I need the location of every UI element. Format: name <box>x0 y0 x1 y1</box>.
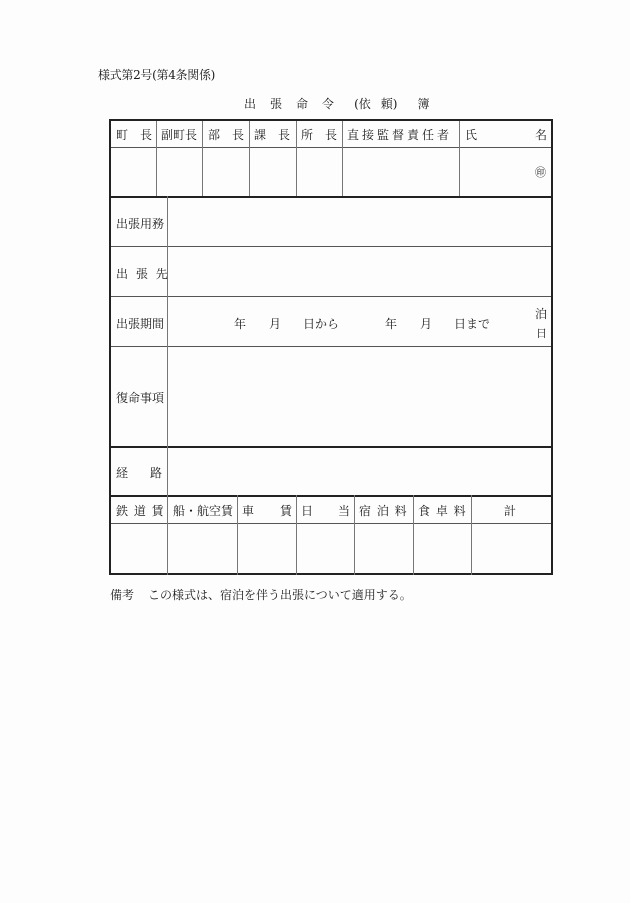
destination-field[interactable] <box>168 247 551 296</box>
business-trip-form-table <box>109 119 553 575</box>
report-items-field[interactable] <box>168 347 551 446</box>
label-destination: 出 張 先 <box>116 267 170 281</box>
header-direct-supervisor: 直接監督責任者 <box>347 128 453 142</box>
header-meal-fee: 食 卓 料 <box>418 504 467 518</box>
header-rail-fare: 鉄 道 賃 <box>116 504 165 518</box>
signature-direct-supervisor[interactable] <box>343 148 459 196</box>
rail-fare-field[interactable] <box>111 524 167 573</box>
divider <box>111 495 551 497</box>
to-month: 月 <box>420 317 433 331</box>
label-route: 経 路 <box>116 466 162 480</box>
signature-office-head[interactable] <box>297 148 342 196</box>
label-trip-period: 出張期間 <box>116 317 165 331</box>
divider <box>111 246 167 247</box>
nights-label: 泊 <box>535 307 548 321</box>
route-field[interactable] <box>168 448 551 495</box>
to-year: 年 <box>385 317 398 331</box>
title-char: (依 <box>354 97 371 111</box>
document-title <box>244 95 443 112</box>
header-daily-allowance: 日 当 <box>301 504 350 518</box>
header-total: 計 <box>504 504 517 518</box>
header-office-head: 所 長 <box>301 128 338 142</box>
title-char: 張 <box>270 97 283 111</box>
remarks <box>110 586 412 603</box>
total-field[interactable] <box>472 524 551 573</box>
header-car-fare: 車 賃 <box>242 504 292 518</box>
header-ship-air-fare: 船・航空賃 <box>173 504 234 518</box>
label-trip-purpose: 出張用務 <box>116 217 165 231</box>
from-year: 年 <box>234 317 247 331</box>
signature-town-mayor[interactable] <box>111 148 156 196</box>
trip-period-field[interactable] <box>168 297 551 346</box>
form-number: 様式第2号(第4条関係) <box>98 68 216 82</box>
remarks-text: この様式は、宿泊を伴う出張について適用する。 <box>148 588 412 602</box>
title-char: 令 <box>322 97 335 111</box>
signature-dept-head[interactable] <box>203 148 249 196</box>
header-dept-head: 部 長 <box>208 128 245 142</box>
from-month: 月 <box>269 317 282 331</box>
signature-section-chief[interactable] <box>250 148 296 196</box>
to-day: 日まで <box>454 317 491 331</box>
meal-fee-field[interactable] <box>414 524 471 573</box>
employee-name-field[interactable] <box>460 148 551 196</box>
title-char: 頼) <box>380 97 398 111</box>
header-lodging-fee: 宿 泊 料 <box>359 504 408 518</box>
header-town-mayor: 町 長 <box>116 128 153 142</box>
ship-air-fare-field[interactable] <box>168 524 237 573</box>
header-deputy-mayor: 副町長 <box>161 128 198 142</box>
daily-allowance-field[interactable] <box>297 524 354 573</box>
trip-purpose-field[interactable] <box>168 198 551 246</box>
title-char: 簿 <box>417 97 430 111</box>
header-name: 氏 名 <box>465 128 547 142</box>
seal-mark: ㊞ <box>535 166 546 179</box>
signature-deputy-mayor[interactable] <box>157 148 202 196</box>
title-char: 命 <box>296 97 309 111</box>
label-report-items: 復命事項 <box>116 391 165 405</box>
days-label: 日 <box>536 327 547 340</box>
remarks-label: 備考 <box>110 588 135 602</box>
title-char: 出 <box>244 97 257 111</box>
lodging-fee-field[interactable] <box>355 524 413 573</box>
car-fare-field[interactable] <box>238 524 296 573</box>
from-day: 日から <box>303 317 340 331</box>
header-section-chief: 課 長 <box>254 128 291 142</box>
